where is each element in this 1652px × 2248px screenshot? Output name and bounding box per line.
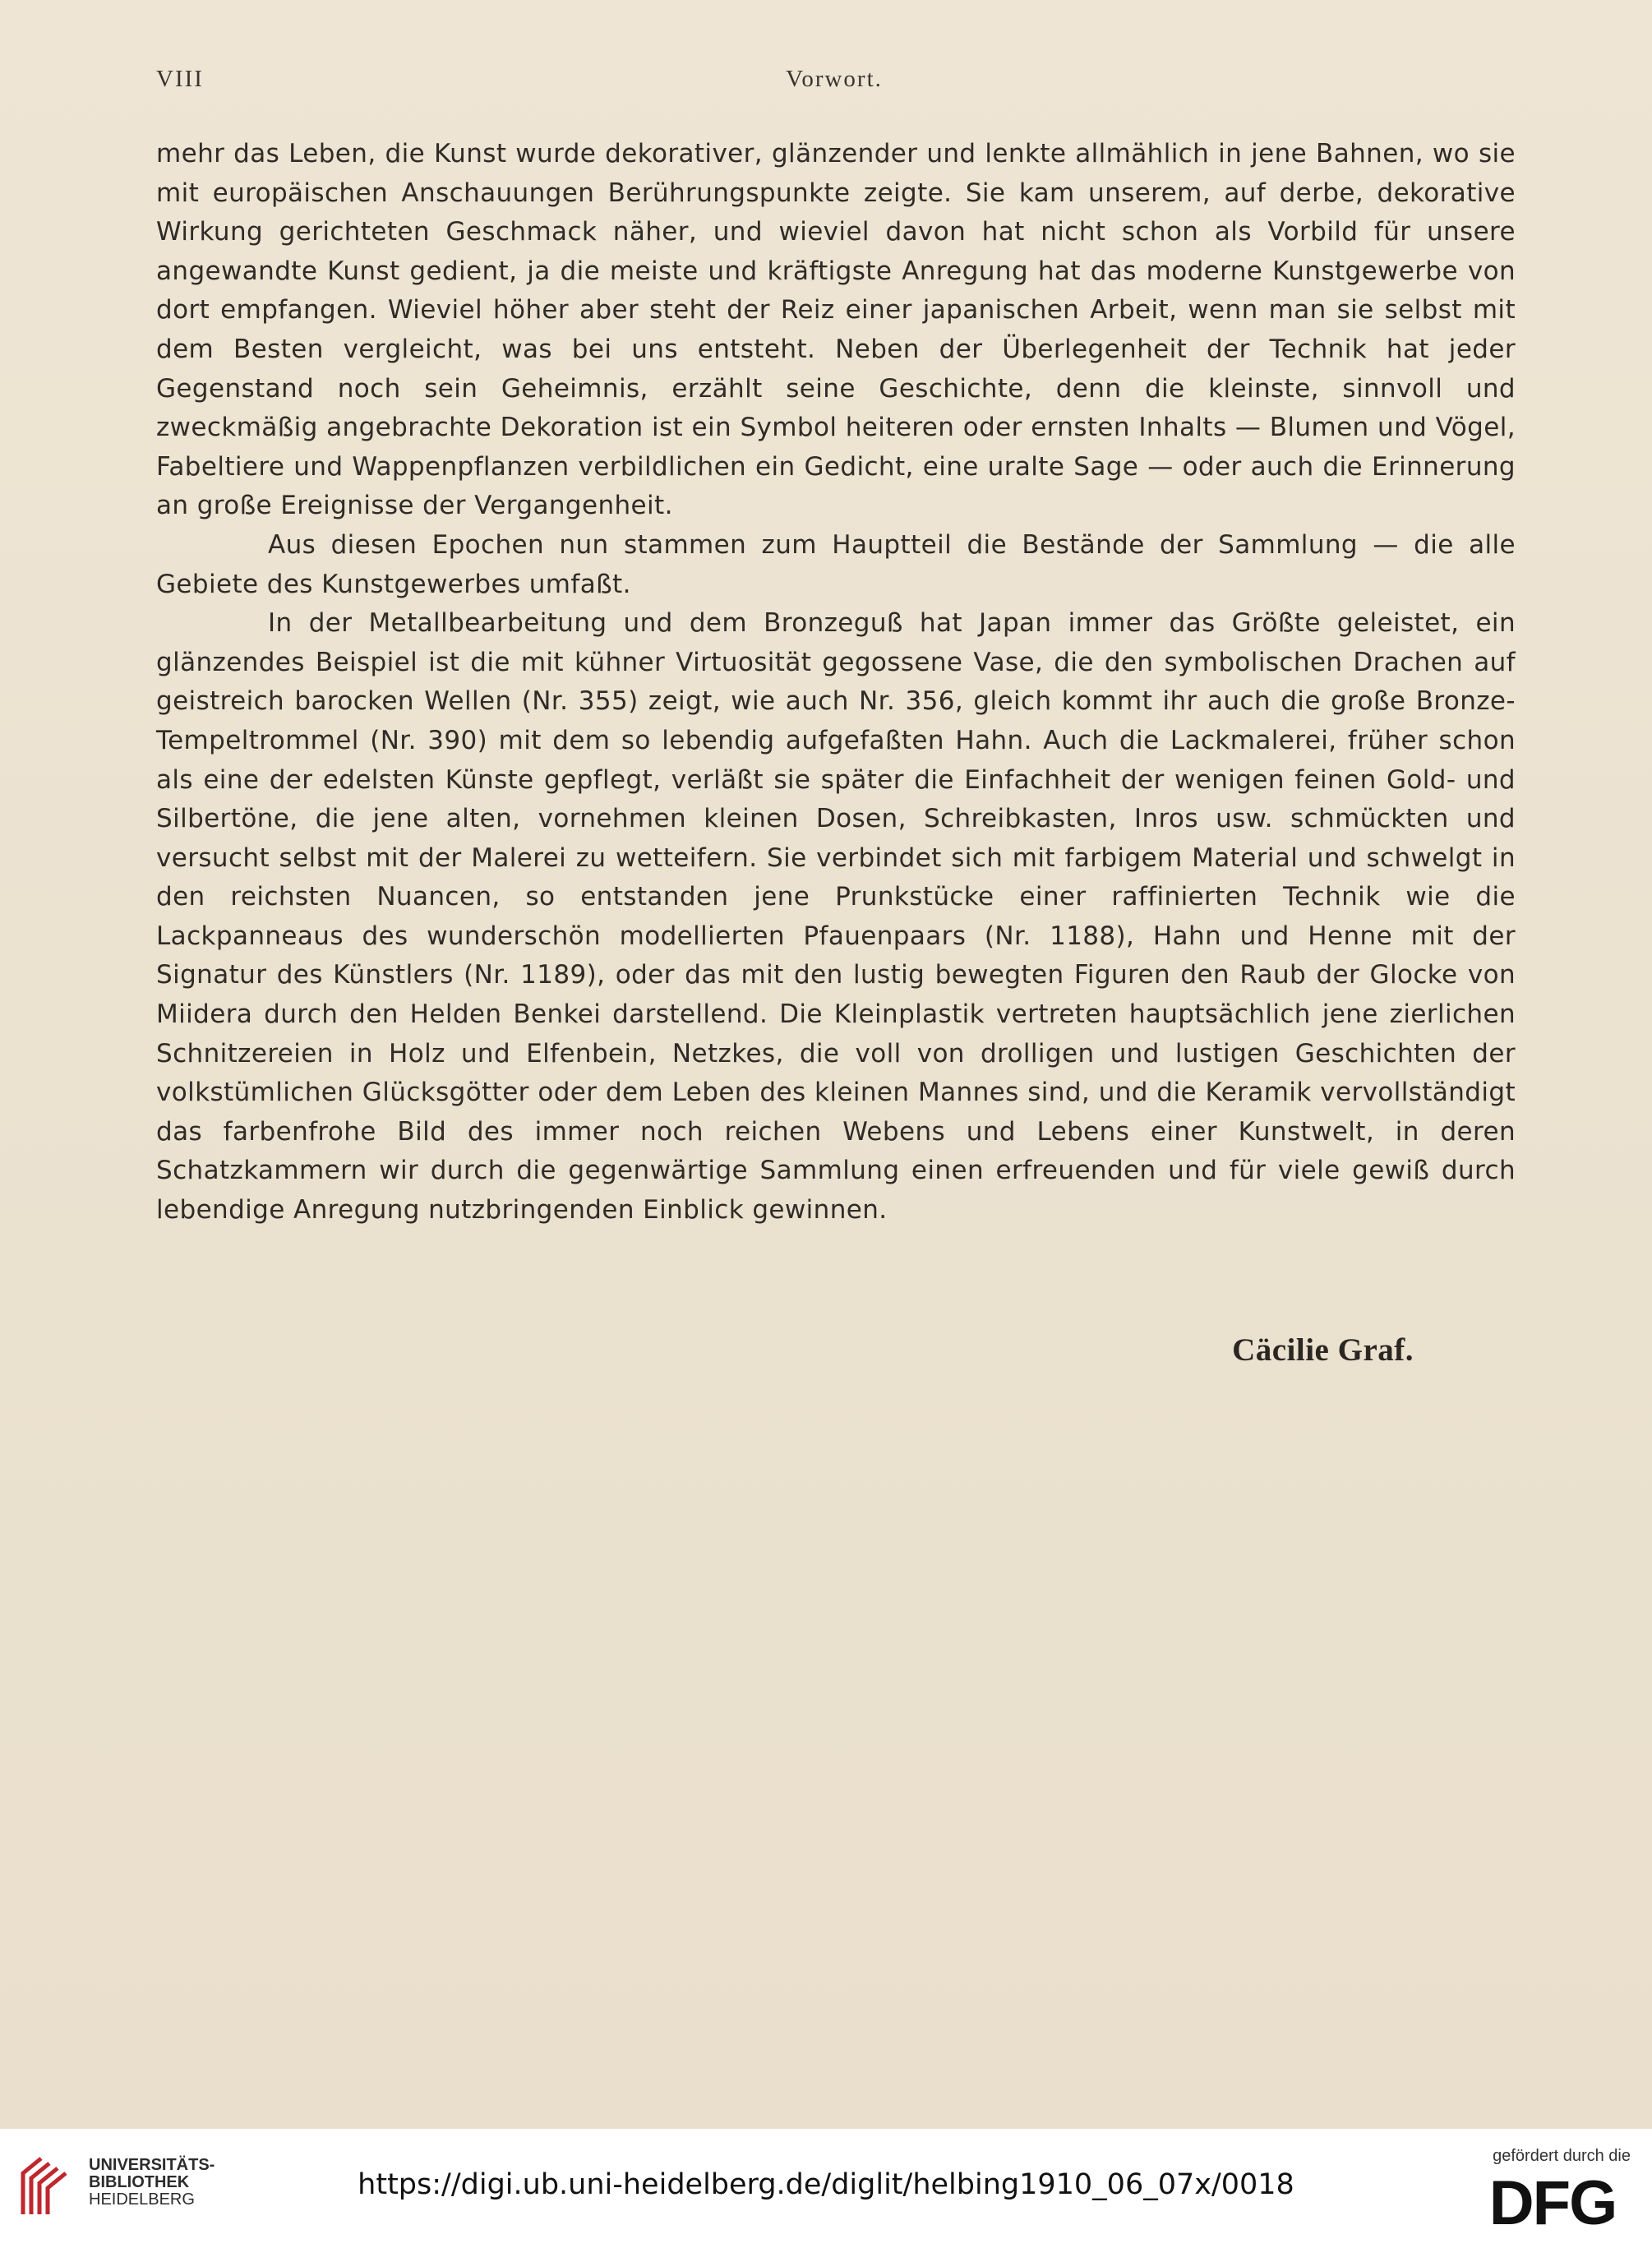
running-title: Vorwort.: [786, 66, 883, 92]
paragraph-1: mehr das Leben, die Kunst wurde dekorativer, glänzender und lenkte allmählich in jene Bahnen, wo sie mit europäischen Anschauungen Berührungspunkte zeigte. Sie kam unserem, auf derbe, dekorative Wirkung gerichteten Geschmack näher, und wieviel davon hat nicht schon als Vorbild für unsere angewandte Kunst gedient, ja die meiste und kräftigste Anregung hat das moderne Kunstgewerbe von dort empfangen. Wieviel höher aber steht der Reiz einer japanischen Arbeit, wenn man sie selbst mit dem Besten vergleicht, was bei uns entsteht. Neben der Überlegenheit der Technik hat jeder Gegenstand noch sein Geheimnis, erzählt seine Geschichte, denn die kleinste, sinnvoll und zweckmäßig angebrachte Dekoration ist ein Symbol heiteren oder ernsten Inhalts — Blumen und Vögel, Fabeltiere und Wappenpflanzen verbildlichen ein Gedicht, eine uralte Sage — oder auch die Erinnerung an große Ereignisse der Vergangenheit.: [156, 139, 1516, 521]
page-number: VIII: [156, 66, 204, 92]
paragraph-2: Aus diesen Epochen nun stammen zum Hauptteil die Bestände der Sammlung — die alle Gebiete des Kunstgewerbes umfaßt.: [156, 529, 1516, 599]
dfg-logo-text: DFG: [1488, 2172, 1617, 2231]
funding-label: gefördert durch die: [1493, 2147, 1631, 2165]
page-header: [156, 66, 1512, 107]
dfg-logo-icon: [1474, 2172, 1631, 2231]
paragraph-3: In der Metallbearbeitung und dem Bronzeguß hat Japan immer das Größte geleistet, ein glänzendes Beispiel ist die mit kühner Virtuosität gegossene Vase, die den symbolischen Drachen auf geistreich barocken Wellen (Nr. 355) zeigt, wie auch Nr. 356, gleich kommt ihr auch die große Bronze-Tempeltrommel (Nr. 390) mit dem so lebendig aufgefaßten Hahn. Auch die Lackmalerei, früher schon als eine der edelsten Künste gepflegt, verläßt sie später die Einfachheit der wenigen feinen Gold- und Silbertöne, die jene alten, vornehmen kleinen Dosen, Schreibkasten, Inros usw. schmückten und versucht selbst mit der Malerei zu wetteifern. Sie verbindet sich mit farbigem Material und schwelgt in den reichsten Nuancen, so entstanden jene Prunkstücke einer raffinierten Technik wie die Lackpanneaus des wunderschön modellierten Pfauenpaars (Nr. 1188), Hahn und Henne mit der Signatur des Künstlers (Nr. 1189), oder das mit den lustig bewegten Figuren den Raub der Glocke von Miidera durch den Helden Benkei darstellend. Die Kleinplastik vertreten hauptsächlich jene zierlichen Schnitzereien in Holz und Elfenbein, Netzkes, die voll von drolligen und lustigen Geschichten der volkstümlichen Glücksgötter oder dem Leben des kleinen Mannes sind, und die Keramik vervollständigt das farbenfrohe Bild des immer noch reichen Webens und Lebens einer Kunstwelt, in deren Schatzkammern wir durch die gegenwärtige Sammlung einen erfreuenden und für viele gewiß durch lebendige Anregung nutzbringenden Einblick gewinnen.: [156, 608, 1516, 1226]
library-line-2: BIBLIOTHEK: [89, 2173, 190, 2191]
preface-body: [156, 135, 1516, 1230]
author-signature: Cäcilie Graf.: [1232, 1332, 1414, 1368]
library-line-3: HEIDELBERG: [89, 2190, 195, 2209]
library-line-1: UNIVERSITÄTS-: [89, 2156, 215, 2174]
digitization-footer: [0, 2129, 1652, 2248]
permalink-url[interactable]: https://digi.ub.uni-heidelberg.de/diglit/helbing1910_06_07x/0018: [358, 2168, 1294, 2201]
